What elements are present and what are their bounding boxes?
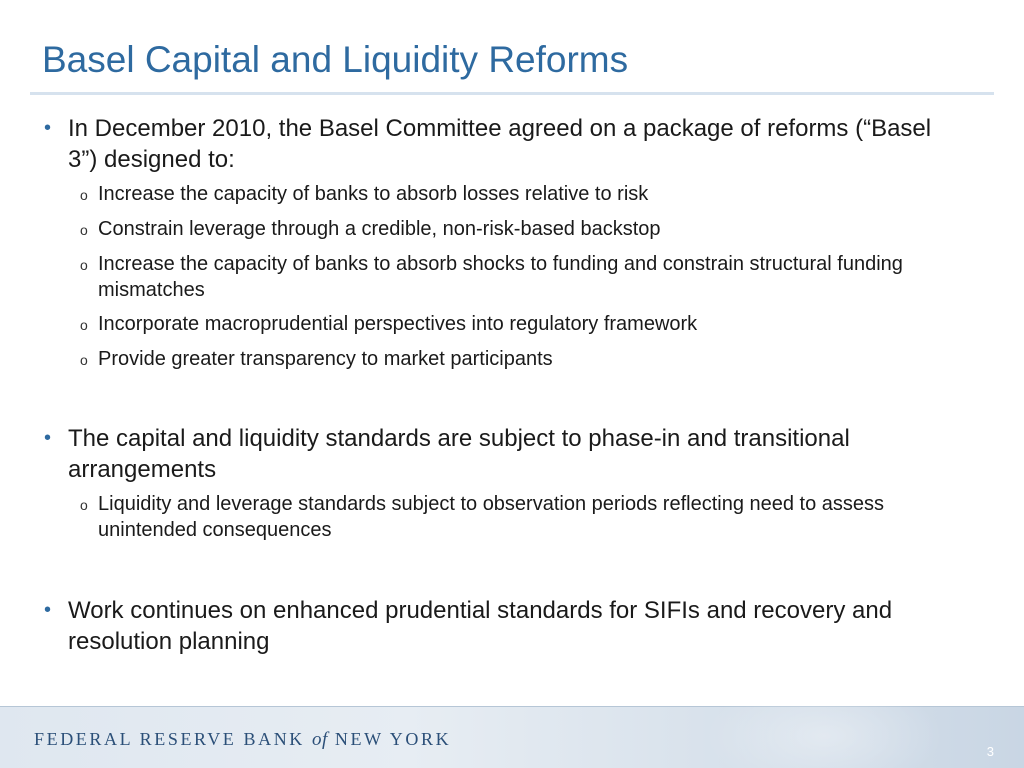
sub-list <box>80 491 944 543</box>
bullet-text: Work continues on enhanced prudential standards for SIFIs and recovery and resolution planning <box>68 597 893 655</box>
bullet-icon: • <box>44 599 52 621</box>
circle-bullet-icon: o <box>80 257 88 273</box>
spacer <box>44 551 944 595</box>
bullet-item <box>44 595 944 657</box>
sub-item <box>80 311 944 338</box>
bullet-text: In December 2010, the Basel Committee agreed on a package of reforms (“Basel 3”) designed to: <box>68 115 932 173</box>
sub-item-text: Increase the capacity of banks to absorb losses relative to risk <box>98 183 649 205</box>
circle-bullet-icon: o <box>80 222 88 238</box>
circle-bullet-icon: o <box>80 352 88 368</box>
footer-banner <box>0 706 1024 768</box>
institution-logo <box>34 729 451 751</box>
brand-text-part1: FEDERAL RESERVE BANK <box>34 729 313 749</box>
bullet-item <box>44 113 944 175</box>
brand-text-part2: NEW YORK <box>327 729 452 749</box>
sub-item <box>80 181 944 208</box>
circle-bullet-icon: o <box>80 187 88 203</box>
slide-content <box>44 113 944 657</box>
sub-item <box>80 491 944 543</box>
sub-item <box>80 251 944 303</box>
sub-item-text: Increase the capacity of banks to absorb shocks to funding and constrain structural funding mismatches <box>98 253 903 301</box>
sub-list <box>80 181 944 373</box>
sub-item-text: Incorporate macroprudential perspectives into regulatory framework <box>98 313 698 335</box>
bullet-text: The capital and liquidity standards are subject to phase-in and transitional arrangements <box>68 425 850 483</box>
seal-watermark <box>704 706 944 768</box>
brand-text-of: of <box>312 729 328 750</box>
slide-title: Basel Capital and Liquidity Reforms <box>42 39 629 80</box>
bullet-item <box>44 423 944 485</box>
spacer <box>44 381 944 423</box>
sub-item-text: Constrain leverage through a credible, non-risk-based backstop <box>98 218 661 240</box>
sub-item-text: Provide greater transparency to market participants <box>98 348 553 370</box>
circle-bullet-icon: o <box>80 497 88 513</box>
bullet-icon: • <box>44 117 52 139</box>
page-number: 3 <box>986 744 994 759</box>
title-divider <box>30 92 994 95</box>
bullet-icon: • <box>44 427 52 449</box>
circle-bullet-icon: o <box>80 317 88 333</box>
sub-item <box>80 346 944 373</box>
sub-item-text: Liquidity and leverage standards subject to observation periods reflecting need to assess unintended consequences <box>98 493 885 541</box>
sub-item <box>80 216 944 243</box>
